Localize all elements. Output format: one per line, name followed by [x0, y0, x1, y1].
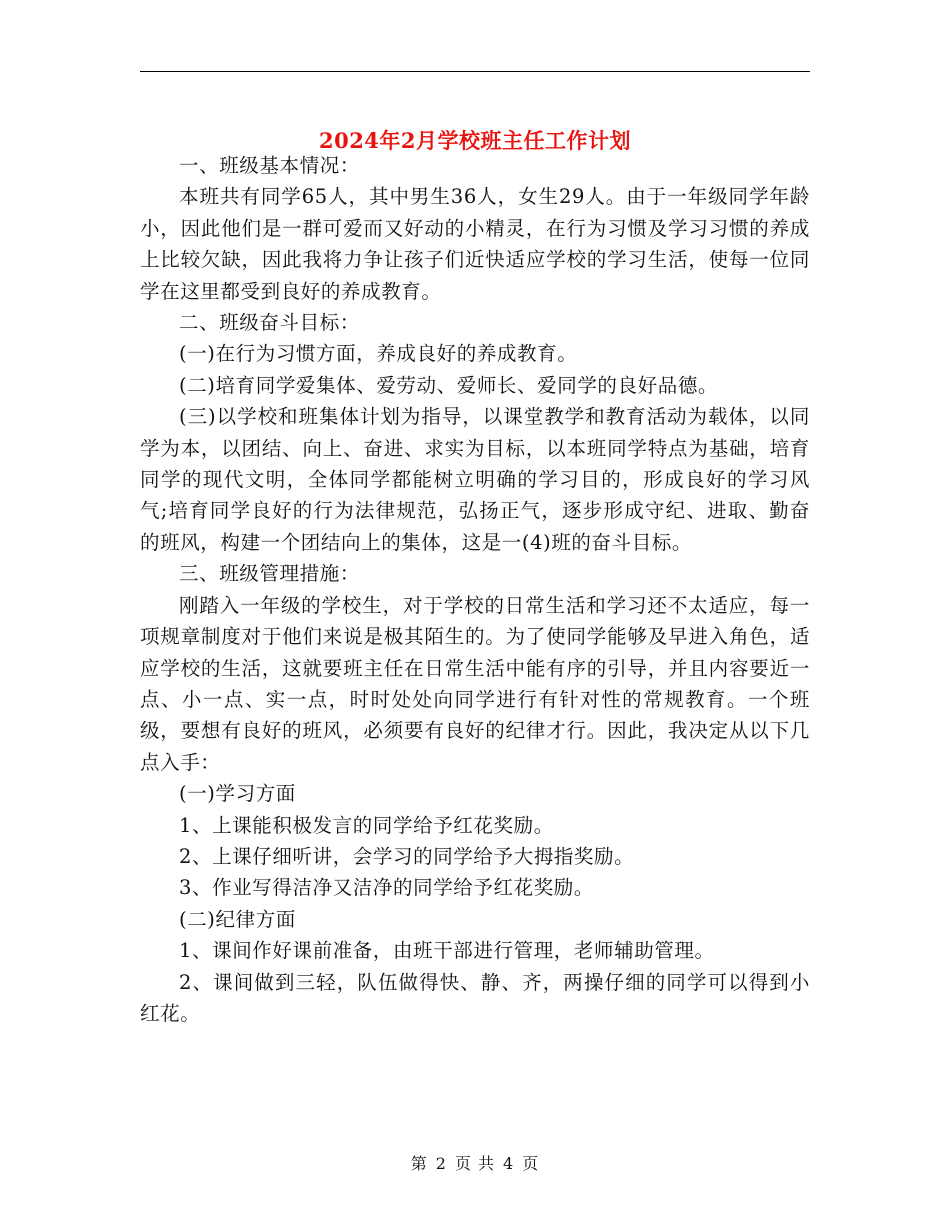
footer-current-page: 2: [435, 1154, 447, 1173]
list-item: 3、作业写得洁净又洁净的同学给予红花奖励。: [179, 876, 595, 900]
list-item: 2、上课仔细听讲，会学习的同学给予大拇指奖励。: [179, 844, 635, 868]
document-body: [140, 150, 810, 1029]
section-heading: 一、班级基本情况：: [179, 154, 360, 177]
body-paragraph: 刚踏入一年级的学校生，对于学校的日常生活和学习还不太适应，每一项规章制度对于他们来说是极其陌生的。为了使同学能够及早进入角色，适应学校的生活，这就要班主任在日常生活中能有序的引导，并且内容要近一点、小一点、实一点，时时处处向同学进行有针对性的常规教育。一个班级，要想有良好的班风，必须要有良好的纪律才行。因此，我决定从以下几点入手：: [140, 593, 810, 774]
list-item: 1、课间作好课前准备，由班干部进行管理，老师辅助管理。: [179, 939, 715, 963]
subsection-heading: (一)学习方面: [179, 782, 296, 806]
list-item: 2、课间做到三轻，队伍做得快、静、齐，两操仔细的同学可以得到小红花。: [140, 970, 810, 1025]
page-footer: [0, 1152, 950, 1176]
footer-total-pages: 4: [503, 1154, 515, 1173]
subsection-heading: (二)纪律方面: [179, 907, 296, 931]
section-heading: 三、班级管理措施：: [179, 562, 360, 586]
body-paragraph: (二)培育同学爱集体、爱劳动、爱师长、爱同学的良好品德。: [179, 373, 719, 397]
list-item: 1、上课能积极发言的同学给予红花奖励。: [179, 813, 554, 837]
section-heading: 二、班级奋斗目标：: [179, 311, 360, 335]
header-rule: [140, 71, 810, 72]
footer-suffix: 页: [522, 1154, 540, 1173]
footer-prefix: 第: [410, 1154, 428, 1173]
body-paragraph: (一)在行为习惯方面，养成良好的养成教育。: [179, 342, 578, 366]
document-title: 2024年2月学校班主任工作计划: [318, 128, 632, 154]
body-paragraph: 本班共有同学65人，其中男生36人，女生29人。由于一年级同学年龄小，因此他们是一群可爱而又好动的小精灵，在行为习惯及学习习惯的养成上比较欠缺，因此我将力争让孩子们近快适应学校的学习生活，使每一位同学在这里都受到良好的养成教育。: [140, 185, 810, 303]
footer-middle: 页 共: [454, 1154, 496, 1173]
body-paragraph: (三)以学校和班集体计划为指导，以课堂教学和教育活动为载体，以同学为本，以团结、向上、奋进、求实为目标，以本班同学特点为基础，培育同学的现代文明，全体同学都能树立明确的学习目的，形成良好的学习风气;培育同学良好的行为法律规范，弘扬正气，逐步形成守纪、进取、勤奋的班风，构建一个团结向上的集体，这是一(4)班的奋斗目标。: [140, 405, 810, 554]
